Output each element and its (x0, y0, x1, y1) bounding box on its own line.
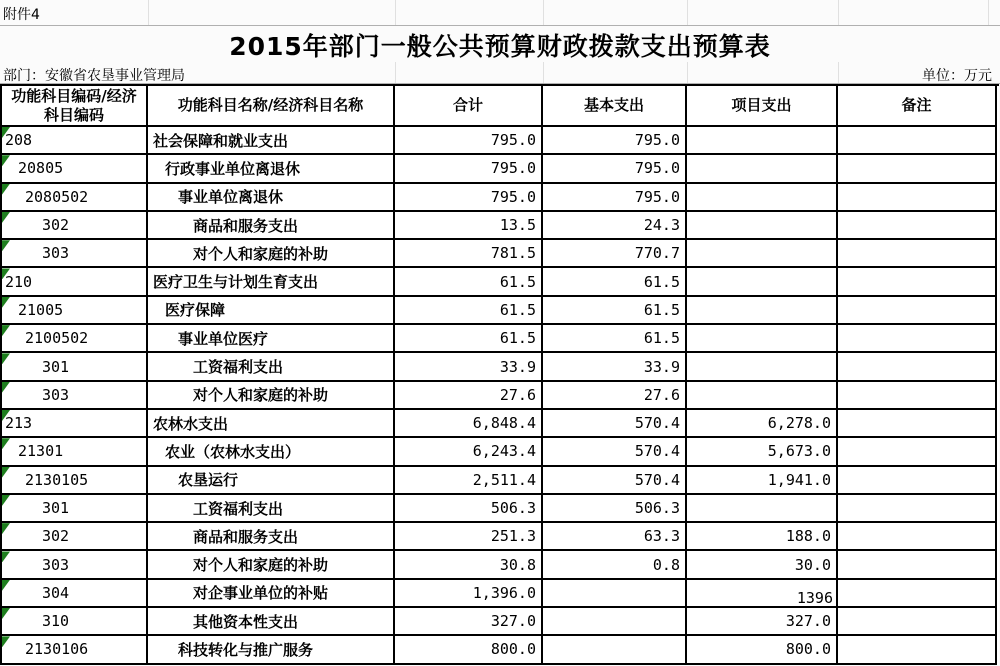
cell-code[interactable] (2, 438, 148, 466)
cell-note[interactable] (838, 325, 997, 353)
cell-total[interactable]: 506.3 (395, 495, 543, 523)
cell-basic[interactable]: 24.3 (543, 212, 687, 240)
grid-line (838, 62, 839, 83)
cell-code[interactable] (2, 382, 148, 410)
cell-project[interactable] (687, 155, 838, 183)
cell-basic[interactable]: 0.8 (543, 551, 687, 579)
cell-basic[interactable]: 795.0 (543, 127, 687, 155)
cell-basic[interactable]: 795.0 (543, 184, 687, 212)
code-text: 208 (5, 131, 33, 150)
cell-basic[interactable]: 795.0 (543, 155, 687, 183)
error-triangle-icon (2, 580, 10, 591)
cell-total[interactable]: 1,396.0 (395, 580, 543, 608)
cell-basic[interactable]: 570.4 (543, 410, 687, 438)
cell-project[interactable]: 5,673.0 (687, 438, 838, 466)
code-text: 303 (42, 555, 70, 574)
cell-name[interactable]: 对个人和家庭的补助 (148, 551, 395, 579)
code-text: 302 (42, 216, 70, 235)
unit-label: 单位：万元 (922, 68, 992, 84)
cell-note[interactable] (838, 495, 997, 523)
cell-note[interactable] (838, 467, 997, 495)
subtitle-row (0, 62, 1000, 84)
error-triangle-icon (2, 438, 10, 449)
cell-code[interactable] (2, 212, 148, 240)
cell-total[interactable]: 251.3 (395, 523, 543, 551)
cell-code[interactable] (2, 495, 148, 523)
cell-code[interactable] (2, 155, 148, 183)
header-project[interactable]: 项目支出 (687, 86, 838, 127)
code-text: 2130106 (25, 640, 89, 659)
header-code[interactable] (2, 86, 148, 127)
error-triangle-icon (2, 636, 10, 647)
cell-name[interactable]: 事业单位医疗 (148, 325, 395, 353)
code-text: 303 (42, 244, 70, 263)
cell-total[interactable]: 6,243.4 (395, 438, 543, 466)
cell-total[interactable]: 13.5 (395, 212, 543, 240)
cell-note[interactable] (838, 410, 997, 438)
grid-line (395, 62, 396, 83)
grid-line (687, 62, 688, 83)
code-text: 213 (5, 414, 33, 433)
cell-basic[interactable] (543, 580, 687, 608)
cell-note[interactable] (838, 240, 997, 268)
cell-basic[interactable]: 570.4 (543, 467, 687, 495)
header-code-line2: 科目编码 (43, 105, 104, 124)
cell-note[interactable] (838, 155, 997, 183)
cell-code[interactable] (2, 636, 148, 664)
cell-project[interactable]: 800.0 (687, 636, 838, 664)
grid-line (838, 0, 839, 25)
cell-basic[interactable] (543, 636, 687, 664)
error-triangle-icon (2, 155, 10, 166)
cell-name[interactable]: 社会保障和就业支出 (148, 127, 395, 155)
header-note[interactable]: 备注 (838, 86, 997, 127)
cell-basic[interactable]: 33.9 (543, 353, 687, 381)
cell-name[interactable]: 医疗卫生与计划生育支出 (148, 268, 395, 296)
cell-code[interactable] (2, 325, 148, 353)
cell-note[interactable] (838, 184, 997, 212)
header-name[interactable]: 功能科目名称/经济科目名称 (148, 86, 395, 127)
error-triangle-icon (2, 523, 10, 534)
cell-code[interactable] (2, 467, 148, 495)
cell-total[interactable]: 327.0 (395, 608, 543, 636)
cell-code[interactable] (2, 268, 148, 296)
cell-name[interactable]: 事业单位离退休 (148, 184, 395, 212)
cell-total[interactable]: 6,848.4 (395, 410, 543, 438)
cell-project[interactable] (687, 268, 838, 296)
budget-table (0, 84, 999, 665)
cell-project[interactable] (687, 325, 838, 353)
sheet-top-row (0, 0, 1000, 26)
error-triangle-icon (2, 240, 10, 251)
code-text: 301 (42, 499, 70, 517)
cell-note[interactable] (838, 580, 997, 608)
code-text: 310 (42, 612, 70, 631)
cell-project[interactable]: 327.0 (687, 608, 838, 636)
cell-total[interactable]: 2,511.4 (395, 467, 543, 495)
cell-total[interactable]: 800.0 (395, 636, 543, 664)
cell-basic[interactable] (543, 608, 687, 636)
error-triangle-icon (2, 382, 10, 393)
cell-project[interactable] (687, 127, 838, 155)
grid-line (988, 0, 989, 25)
code-text: 21005 (18, 300, 64, 319)
error-triangle-icon (2, 608, 10, 619)
error-triangle-icon (2, 353, 10, 364)
cell-code[interactable] (2, 184, 148, 212)
cell-total[interactable]: 30.8 (395, 551, 543, 579)
cell-code[interactable] (2, 127, 148, 155)
code-text: 2080502 (25, 187, 89, 206)
code-text: 2100502 (25, 329, 89, 348)
cell-note[interactable] (838, 551, 997, 579)
cell-code[interactable] (2, 410, 148, 438)
cell-total[interactable]: 795.0 (395, 127, 543, 155)
error-triangle-icon (2, 212, 10, 223)
cell-name[interactable]: 农垦运行 (148, 467, 395, 495)
code-text: 303 (42, 385, 70, 404)
department-label: 部门：安徽省农垦事业管理局 (3, 68, 185, 84)
cell-project[interactable] (687, 184, 838, 212)
cell-code[interactable] (2, 580, 148, 608)
cell-note[interactable] (838, 353, 997, 381)
code-text: 210 (5, 272, 33, 291)
error-triangle-icon (2, 495, 10, 506)
cell-note[interactable] (838, 382, 997, 410)
grid-line (148, 0, 149, 25)
cell-name[interactable]: 商品和服务支出 (148, 212, 395, 240)
cell-name[interactable]: 对个人和家庭的补助 (148, 382, 395, 410)
grid-line (395, 0, 396, 25)
cell-note[interactable] (838, 636, 997, 664)
cell-total[interactable]: 27.6 (395, 382, 543, 410)
cell-total[interactable]: 795.0 (395, 155, 543, 183)
code-text: 2130105 (25, 470, 89, 489)
cell-code[interactable] (2, 608, 148, 636)
cell-project[interactable]: 1396 (687, 580, 838, 608)
cell-project[interactable] (687, 353, 838, 381)
cell-basic[interactable]: 570.4 (543, 438, 687, 466)
cell-name[interactable]: 工资福利支出 (148, 495, 395, 523)
cell-name[interactable]: 医疗保障 (148, 297, 395, 325)
error-triangle-icon (2, 297, 10, 308)
code-text: 304 (42, 583, 70, 602)
cell-note[interactable] (838, 608, 997, 636)
grid-line (687, 0, 688, 25)
cell-total[interactable]: 795.0 (395, 184, 543, 212)
cell-basic[interactable]: 61.5 (543, 297, 687, 325)
cell-note[interactable] (838, 127, 997, 155)
cell-basic[interactable]: 63.3 (543, 523, 687, 551)
cell-name[interactable]: 对个人和家庭的补助 (148, 240, 395, 268)
cell-total[interactable]: 33.9 (395, 353, 543, 381)
cell-note[interactable] (838, 438, 997, 466)
cell-code[interactable] (2, 297, 148, 325)
cell-name[interactable]: 农业（农林水支出） (148, 438, 395, 466)
error-triangle-icon (2, 551, 10, 562)
cell-name[interactable]: 农林水支出 (148, 410, 395, 438)
cell-name[interactable]: 其他资本性支出 (148, 608, 395, 636)
cell-project[interactable]: 1,941.0 (687, 467, 838, 495)
page-title: 2015年部门一般公共预算财政拨款支出预算表 (229, 32, 771, 61)
error-triangle-icon (2, 184, 10, 195)
cell-total[interactable]: 61.5 (395, 268, 543, 296)
title-row (0, 26, 1000, 62)
cell-project[interactable] (687, 212, 838, 240)
grid-line (543, 0, 544, 25)
cell-total[interactable]: 781.5 (395, 240, 543, 268)
error-triangle-icon (2, 325, 10, 336)
grid-line (543, 62, 544, 83)
cell-code[interactable] (2, 240, 148, 268)
cell-name[interactable]: 对企事业单位的补贴 (148, 580, 395, 608)
cell-total[interactable]: 61.5 (395, 297, 543, 325)
cell-note[interactable] (838, 212, 997, 240)
cell-project[interactable]: 188.0 (687, 523, 838, 551)
cell-basic[interactable]: 27.6 (543, 382, 687, 410)
code-text: 21301 (18, 442, 64, 461)
cell-code[interactable] (2, 551, 148, 579)
cell-project[interactable] (687, 382, 838, 410)
cell-project[interactable] (687, 297, 838, 325)
cell-code[interactable] (2, 353, 148, 381)
cell-project[interactable]: 30.0 (687, 551, 838, 579)
cell-name[interactable]: 工资福利支出 (148, 353, 395, 381)
cell-note[interactable] (838, 523, 997, 551)
code-text: 302 (42, 527, 70, 546)
cell-basic[interactable]: 770.7 (543, 240, 687, 268)
cell-total[interactable]: 61.5 (395, 325, 543, 353)
cell-project[interactable] (687, 240, 838, 268)
code-text: 20805 (18, 159, 64, 178)
attachment-label: 附件4 (3, 7, 40, 23)
cell-project[interactable]: 6,278.0 (687, 410, 838, 438)
cell-code[interactable] (2, 523, 148, 551)
cell-name[interactable]: 科技转化与推广服务 (148, 636, 395, 664)
cell-basic[interactable]: 506.3 (543, 495, 687, 523)
error-triangle-icon (2, 467, 10, 478)
cell-basic[interactable]: 61.5 (543, 268, 687, 296)
cell-basic[interactable]: 61.5 (543, 325, 687, 353)
code-text: 301 (42, 357, 70, 376)
cell-note[interactable] (838, 268, 997, 296)
cell-project[interactable] (687, 495, 838, 523)
header-total[interactable]: 合计 (395, 86, 543, 127)
header-code-line1: 功能科目编码/经济 (11, 86, 137, 105)
cell-name[interactable]: 商品和服务支出 (148, 523, 395, 551)
cell-name[interactable]: 行政事业单位离退休 (148, 155, 395, 183)
cell-note[interactable] (838, 297, 997, 325)
header-basic[interactable]: 基本支出 (543, 86, 687, 127)
